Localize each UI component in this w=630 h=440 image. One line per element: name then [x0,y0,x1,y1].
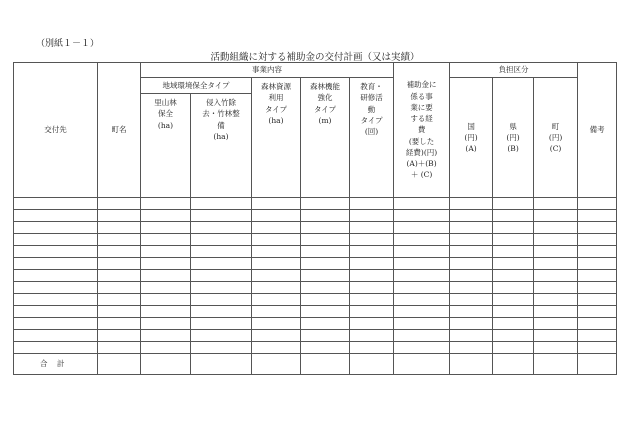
header-row-1 [14,63,617,78]
header-project-content: 事業内容 [141,63,394,78]
document-label: （別紙１－１） [36,39,100,49]
table-row [14,210,617,222]
table-row [14,306,617,318]
table-row [14,246,617,258]
header-remarks: 備考 [578,63,617,198]
header-town-name: 町名 [98,63,141,198]
header-bamboo-removal: 侵入竹除 去・竹林整 備 (ha) [191,94,252,198]
header-regional-env-type: 地域環境保全タイプ [141,78,252,94]
document-title: 活動組織に対する補助金の交付計画（又は実績） [210,52,420,63]
subsidy-plan-table [13,62,617,375]
table-row [14,270,617,282]
header-burden-share: 負担区分 [450,63,578,78]
table-row [14,258,617,270]
header-subsidy-expense: 補助金に 係る事 業に要 する経 費 (要した 経費)(円) (A)＋(B) ＋ (C) [394,63,450,198]
total-row [14,354,617,375]
header-prefecture: 県 (円) (B) [493,78,534,198]
table-row [14,282,617,294]
table-row [14,318,617,330]
table-row [14,234,617,246]
table-row [14,330,617,342]
header-national: 国 (円) (A) [450,78,493,198]
header-education: 教育・ 研修活 動 タイプ (回) [350,78,394,198]
header-recipient: 交付先 [14,63,98,198]
header-forest-resource: 森林資源 利用 タイプ (ha) [252,78,301,198]
total-label: 合 計 [14,354,98,375]
table-row [14,222,617,234]
table-row [14,342,617,354]
header-town-cost: 町 (円) (C) [534,78,578,198]
table-row [14,294,617,306]
header-satoyama: 里山林 保全 (ha) [141,94,191,198]
table-row [14,198,617,210]
header-forest-function: 森林機能 強化 タイプ (m) [301,78,350,198]
